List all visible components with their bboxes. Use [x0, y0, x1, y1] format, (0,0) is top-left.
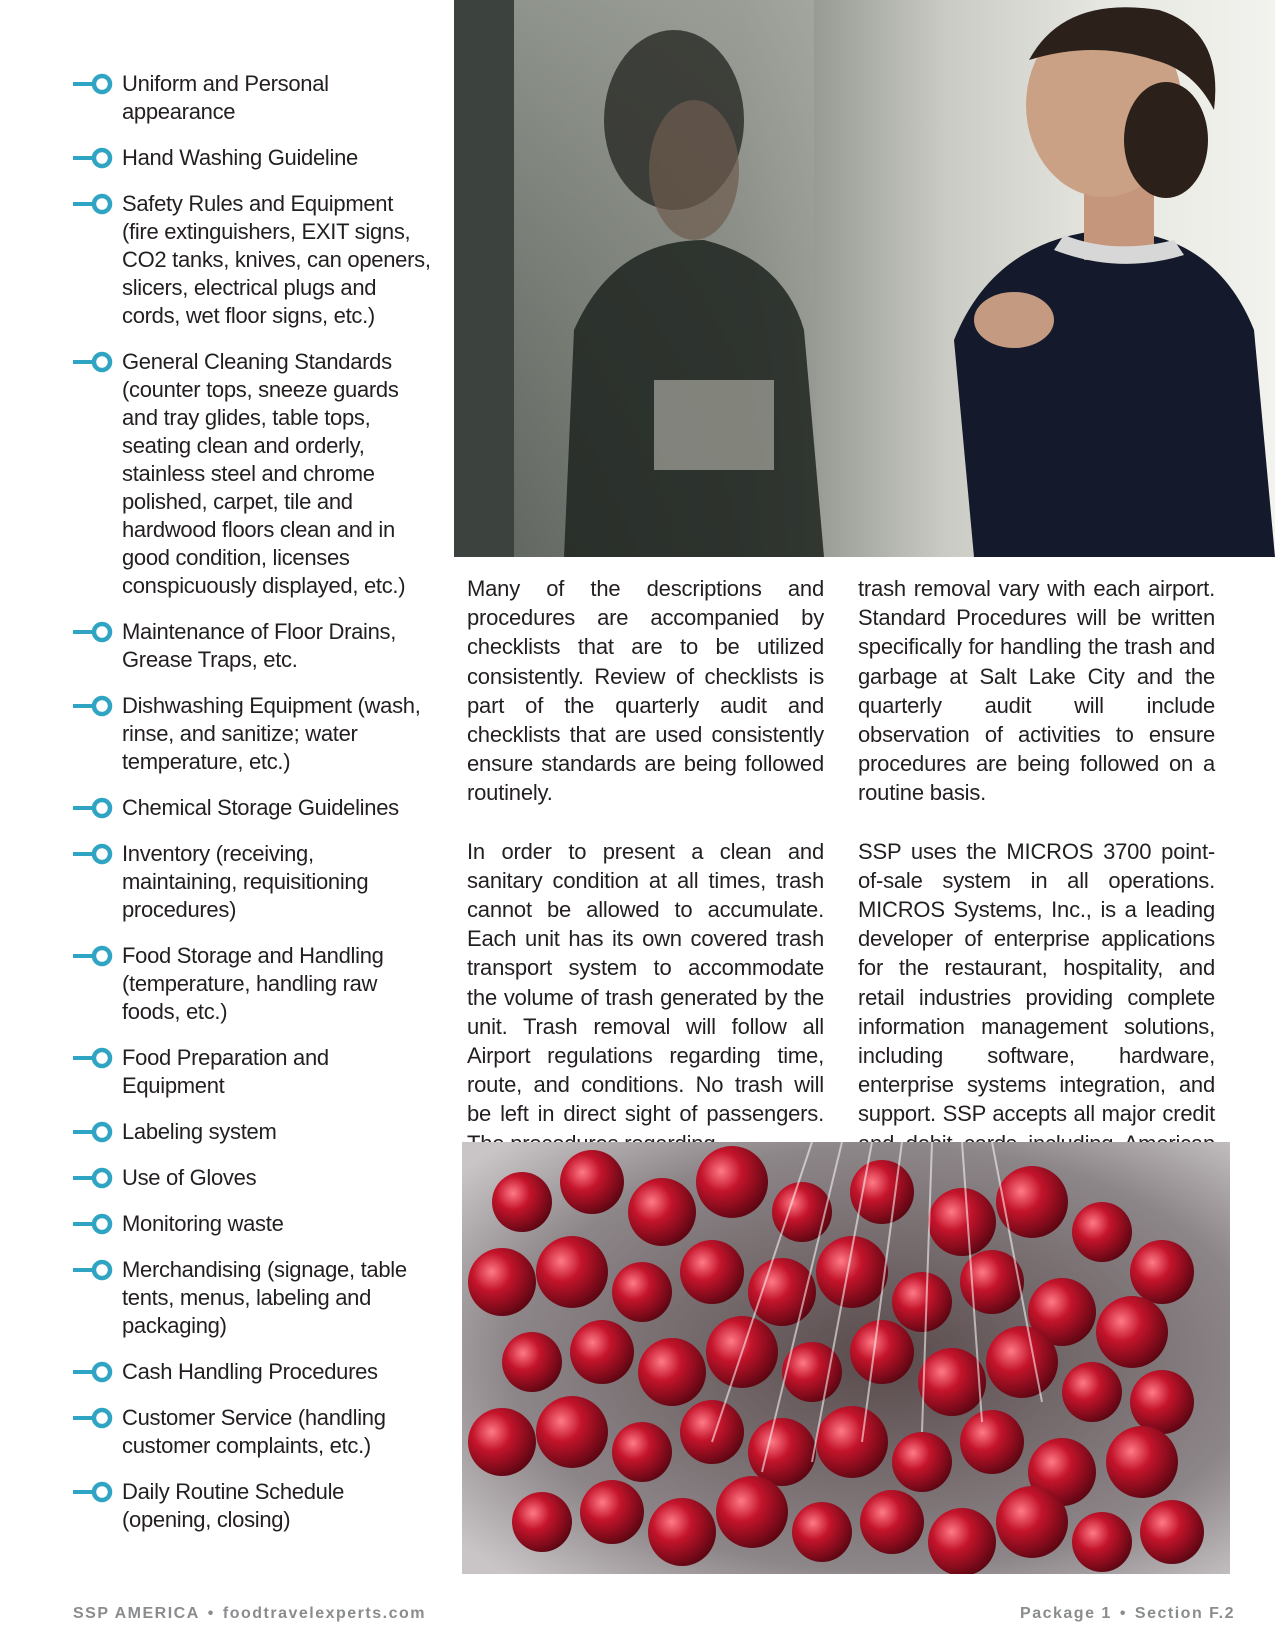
- cranberry: [996, 1486, 1068, 1558]
- checklist-item: [73, 840, 433, 924]
- cranberry: [502, 1332, 562, 1392]
- cranberry: [996, 1166, 1068, 1238]
- cranberry: [748, 1418, 816, 1486]
- bullet-pin-icon: [73, 1047, 115, 1069]
- cranberry: [570, 1320, 634, 1384]
- checklist-item-label: Monitoring waste: [122, 1211, 284, 1236]
- checklist-item: [73, 144, 433, 172]
- paragraph-trash-procedures: trash removal vary with each airport. Standard Procedures will be written specifically for handling the trash and garbage at Salt Lake City and the quarterly audit will include observation of activities to ensure procedures are being followed on a routine basis.: [858, 576, 1215, 806]
- bullet-pin-icon: [73, 621, 115, 643]
- checklist-item-label: Labeling system: [122, 1119, 277, 1144]
- checklist-item: [73, 1358, 433, 1386]
- cranberry: [892, 1432, 952, 1492]
- footer-left: [73, 1605, 426, 1623]
- checklist-item-label: Food Preparation and Equipment: [122, 1045, 329, 1098]
- bullet-pin-icon: [73, 1481, 115, 1503]
- cranberry: [986, 1326, 1058, 1398]
- checklist-item-label: General Cleaning Standards (counter tops, sneeze guards and tray glides, table tops, seating clean and orderly, stainless steel and chrome polished, carpet, tile and hardwood floors clean and in good condition, licenses conspicuously displayed, etc.): [122, 349, 406, 598]
- footer-separator: •: [207, 1605, 215, 1622]
- checklist-item-label: Customer Service (handling customer complaints, etc.): [122, 1405, 386, 1458]
- cranberry: [860, 1490, 924, 1554]
- checklist-item: [73, 70, 433, 126]
- checklist-item-label: Chemical Storage Guidelines: [122, 795, 399, 820]
- bullet-pin-icon: [73, 1167, 115, 1189]
- bullet-pin-icon: [73, 843, 115, 865]
- bullet-pin-icon: [73, 1121, 115, 1143]
- paragraph-micros: SSP uses the MICROS 3700 point-of-sale system in all operations. MICROS Systems, Inc., is a leading developer of enterprise applications for the restaurant, hospitality, and retail industries providing complete information management solutions, including software, hardware, enterprise systems integration, and support. SSP accepts all major credit: [858, 838, 1215, 1127]
- checklist-item: [73, 1404, 433, 1460]
- cranberry: [560, 1150, 624, 1214]
- checklist-item-label: Inventory (receiving, maintaining, requisitioning procedures): [122, 841, 369, 922]
- cranberry: [468, 1408, 536, 1476]
- cranberry: [1096, 1296, 1168, 1368]
- cranberry: [1130, 1240, 1194, 1304]
- cranberry: [792, 1502, 852, 1562]
- footer-website: foodtravelexperts.com: [222, 1605, 426, 1622]
- cranberry: [918, 1348, 986, 1416]
- bullet-pin-icon: [73, 193, 115, 215]
- cranberry: [680, 1240, 744, 1304]
- checklist-item-label: Use of Gloves: [122, 1165, 257, 1190]
- cranberry: [628, 1178, 696, 1246]
- cranberry: [850, 1160, 914, 1224]
- checklist-item: [73, 942, 433, 1026]
- checklist-item-label: Uniform and Personal appearance: [122, 71, 329, 124]
- footer-package: Package 1: [1020, 1605, 1112, 1622]
- cranberry: [928, 1508, 996, 1574]
- checklist-item: [73, 190, 433, 330]
- footer-section: Section F.2: [1134, 1605, 1235, 1622]
- cranberry: [648, 1498, 716, 1566]
- paragraph-checklists: Many of the descriptions and procedures are accompanied by checklists that are to be utilized consistently. Review of checklists is part of the quarterly audit and checklists that are used consistently ensure standards are being followed routinely.: [467, 576, 824, 806]
- bullet-pin-icon: [73, 147, 115, 169]
- checklist: [73, 70, 433, 1552]
- checklist-item-label: Maintenance of Floor Drains, Grease Traps, etc.: [122, 619, 397, 672]
- cranberry: [928, 1188, 996, 1256]
- checklist-item: [73, 1256, 433, 1340]
- checklist-item: [73, 1164, 433, 1192]
- checklist-item-label: Food Storage and Handling (temperature, handling raw foods, etc.): [122, 943, 384, 1024]
- cranberry: [580, 1480, 644, 1544]
- cranberry: [638, 1338, 706, 1406]
- bullet-pin-icon: [73, 797, 115, 819]
- cranberry: [536, 1396, 608, 1468]
- bullet-pin-icon: [73, 945, 115, 967]
- cranberry: [716, 1476, 788, 1548]
- cranberry: [1106, 1426, 1178, 1498]
- footer-brand: SSP AMERICA: [73, 1605, 200, 1622]
- cranberry: [1072, 1202, 1132, 1262]
- bullet-pin-icon: [73, 73, 115, 95]
- checklist-item: [73, 1044, 433, 1100]
- cranberry: [960, 1410, 1024, 1474]
- bullet-pin-icon: [73, 695, 115, 717]
- checklist-item: [73, 1478, 433, 1534]
- cranberry: [536, 1236, 608, 1308]
- cranberry: [612, 1262, 672, 1322]
- cranberry: [696, 1146, 768, 1218]
- bullet-pin-icon: [73, 1213, 115, 1235]
- footer-right: [1020, 1605, 1235, 1623]
- cranberry: [468, 1248, 536, 1316]
- cranberry: [1072, 1512, 1132, 1572]
- checklist-item: [73, 1210, 433, 1238]
- cranberry: [1140, 1500, 1204, 1564]
- body-column-left: [467, 574, 824, 1187]
- checklist-item-label: Daily Routine Schedule (opening, closing): [122, 1479, 345, 1532]
- bullet-pin-icon: [73, 1361, 115, 1383]
- checklist-item-label: Cash Handling Procedures: [122, 1359, 378, 1384]
- cranberry: [850, 1320, 914, 1384]
- bullet-pin-icon: [73, 1259, 115, 1281]
- checklist-item-label: Merchandising (signage, table tents, menus, labeling and packaging): [122, 1257, 407, 1338]
- checklist-item-label: Safety Rules and Equipment (fire extinguishers, EXIT signs, CO2 tanks, knives, can openers, slicers, electrical plugs and cords, wet floor signs, etc.): [122, 191, 431, 328]
- checklist-item: [73, 348, 433, 600]
- checklist-item-label: Dishwashing Equipment (wash, rinse, and sanitize; water temperature, etc.): [122, 693, 421, 774]
- cranberry: [1130, 1370, 1194, 1434]
- checklist-item: [73, 794, 433, 822]
- cranberry: [892, 1272, 952, 1332]
- cranberry: [612, 1422, 672, 1482]
- cranberry: [512, 1492, 572, 1552]
- checklist-item: [73, 1118, 433, 1146]
- checklist-item: [73, 692, 433, 776]
- bullet-pin-icon: [73, 351, 115, 373]
- cranberry: [492, 1172, 552, 1232]
- bullet-pin-icon: [73, 1407, 115, 1429]
- footer-separator: •: [1119, 1605, 1127, 1622]
- cranberry: [680, 1400, 744, 1464]
- paragraph-trash-intro: In order to present a clean and sanitary condition at all times, trash cannot be allowed to accumulate. Each unit has its own covered trash transport system to accommodate the volume of trash generated by the unit. Trash removal will follow all Airport regulations regarding time, route, and conditions. No trash will be left in direct sight of passengers.: [467, 838, 824, 1127]
- photo-cranberries: [462, 1142, 1230, 1574]
- cranberry: [1062, 1362, 1122, 1422]
- checklist-item: [73, 618, 433, 674]
- checklist-item-label: Hand Washing Guideline: [122, 145, 358, 170]
- cranberry: [816, 1406, 888, 1478]
- photo-man-reflection: [454, 0, 1275, 557]
